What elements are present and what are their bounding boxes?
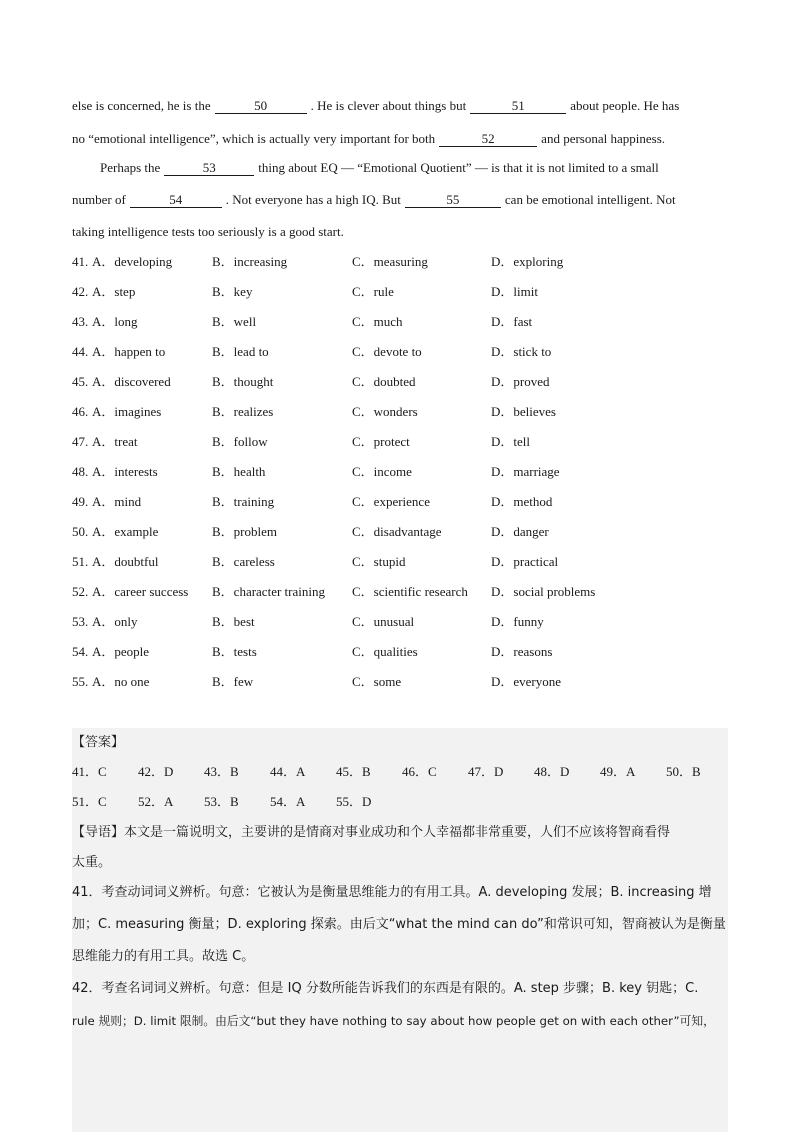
option-a[interactable]: A．example xyxy=(92,524,159,539)
passage-text: and personal happiness. xyxy=(541,131,666,146)
option-c[interactable]: C．devote to xyxy=(352,344,422,359)
option-a[interactable]: A．doubtful xyxy=(92,554,159,569)
option-b[interactable]: B．careless xyxy=(212,554,275,569)
answer-item: 50．B xyxy=(666,764,701,779)
option-a[interactable]: A．career success xyxy=(92,584,189,599)
answer-item: 42．D xyxy=(138,764,174,779)
q42-explanation-line-2: rule 规则；D. limit 限制。由后文“but they have nothing to say about how people get on with each other”可知， xyxy=(72,1014,715,1028)
q41-explanation-line-3: 思维能力的有用工具。故选 C。 xyxy=(72,949,255,964)
blank-50[interactable]: 50 xyxy=(215,99,307,114)
passage-text: Perhaps the xyxy=(100,160,161,175)
option-d[interactable]: D．practical xyxy=(491,554,559,569)
q41-explanation-line-2: 加；C. measuring 衡量；D. exploring 探索。由后文“what the mind can do”和常识可知，智商被认为是衡量 xyxy=(72,917,726,932)
option-a[interactable]: A．discovered xyxy=(92,374,171,389)
passage-line-4 xyxy=(72,192,676,208)
option-b[interactable]: B．health xyxy=(212,464,266,479)
option-c[interactable]: C．rule xyxy=(352,284,394,299)
option-b[interactable]: B．few xyxy=(212,674,254,689)
option-b[interactable]: B．best xyxy=(212,614,255,629)
option-c[interactable]: C．measuring xyxy=(352,254,428,269)
option-d[interactable]: D．stick to xyxy=(491,344,552,359)
blank-54[interactable]: 54 xyxy=(130,193,222,208)
answer-item: 44．A xyxy=(270,764,306,779)
question-number: 53. xyxy=(72,614,89,629)
question-number: 55. xyxy=(72,674,89,689)
passage-text: . Not everyone has a high IQ. But xyxy=(225,192,401,207)
question-number: 49. xyxy=(72,494,89,509)
question-number: 46. xyxy=(72,404,89,419)
option-c[interactable]: C．doubted xyxy=(352,374,416,389)
passage-text: thing about EQ — “Emotional Quotient” — is that it is not limited to a small xyxy=(258,160,659,175)
answer-section xyxy=(72,728,728,1132)
passage-text: taking intelligence tests too seriously is a good start. xyxy=(72,224,344,239)
option-d[interactable]: D．marriage xyxy=(491,464,560,479)
option-c[interactable]: C．some xyxy=(352,674,402,689)
option-a[interactable]: A．mind xyxy=(92,494,142,509)
question-number: 44. xyxy=(72,344,89,359)
option-d[interactable]: D．proved xyxy=(491,374,550,389)
option-a[interactable]: A．treat xyxy=(92,434,138,449)
option-c[interactable]: C．wonders xyxy=(352,404,418,419)
answer-item: 55．D xyxy=(336,794,372,809)
question-number: 52. xyxy=(72,584,89,599)
q41-explanation-line-1: 41．考查动词词义辨析。句意：它被认为是衡量思维能力的有用工具。A. developing 发展；B. increasing 增 xyxy=(72,885,712,900)
option-d[interactable]: D．everyone xyxy=(491,674,562,689)
question-number: 54. xyxy=(72,644,89,659)
option-a[interactable]: A．long xyxy=(92,314,138,329)
option-b[interactable]: B．follow xyxy=(212,434,268,449)
blank-53[interactable]: 53 xyxy=(164,161,254,176)
option-b[interactable]: B．tests xyxy=(212,644,257,659)
question-number: 42. xyxy=(72,284,89,299)
option-c[interactable]: C．qualities xyxy=(352,644,418,659)
option-d[interactable]: D．danger xyxy=(491,524,549,539)
blank-51[interactable]: 51 xyxy=(470,99,566,114)
question-number: 43. xyxy=(72,314,89,329)
option-d[interactable]: D．fast xyxy=(491,314,533,329)
answer-item: 51．C xyxy=(72,794,107,809)
option-b[interactable]: B．problem xyxy=(212,524,277,539)
answer-item: 49．A xyxy=(600,764,636,779)
question-number: 48. xyxy=(72,464,89,479)
option-b[interactable]: B．increasing xyxy=(212,254,288,269)
option-b[interactable]: B．well xyxy=(212,314,257,329)
option-c[interactable]: C．scientific research xyxy=(352,584,468,599)
answer-item: 41．C xyxy=(72,764,107,779)
option-d[interactable]: D．method xyxy=(491,494,553,509)
question-number: 41. xyxy=(72,254,89,269)
option-d[interactable]: D．limit xyxy=(491,284,538,299)
answer-item: 54．A xyxy=(270,794,306,809)
answer-item: 46．C xyxy=(402,764,437,779)
passage-line-2 xyxy=(72,131,665,147)
option-a[interactable]: A．no one xyxy=(92,674,150,689)
option-d[interactable]: D．social problems xyxy=(491,584,596,599)
passage-line-3 xyxy=(100,160,659,176)
option-a[interactable]: A．interests xyxy=(92,464,158,479)
option-a[interactable]: A．happen to xyxy=(92,344,166,359)
option-d[interactable]: D．believes xyxy=(491,404,556,419)
passage-text: else is concerned, he is the xyxy=(72,98,211,113)
option-d[interactable]: D．reasons xyxy=(491,644,553,659)
option-a[interactable]: A．only xyxy=(92,614,138,629)
option-b[interactable]: B．key xyxy=(212,284,253,299)
answer-item: 52．A xyxy=(138,794,174,809)
answer-item: 45．B xyxy=(336,764,371,779)
question-number: 45. xyxy=(72,374,89,389)
question-number: 50. xyxy=(72,524,89,539)
blank-52[interactable]: 52 xyxy=(439,132,537,147)
passage-text: number of xyxy=(72,192,126,207)
option-b[interactable]: B．training xyxy=(212,494,275,509)
option-b[interactable]: B．thought xyxy=(212,374,274,389)
option-d[interactable]: D．funny xyxy=(491,614,544,629)
option-b[interactable]: B．lead to xyxy=(212,344,269,359)
passage-line-5 xyxy=(72,224,344,240)
option-c[interactable]: C．unusual xyxy=(352,614,415,629)
answer-heading: 【答案】 xyxy=(72,735,125,750)
answer-item: 47．D xyxy=(468,764,504,779)
option-b[interactable]: B．realizes xyxy=(212,404,274,419)
question-number: 47. xyxy=(72,434,89,449)
option-c[interactable]: C．protect xyxy=(352,434,410,449)
option-c[interactable]: C．stupid xyxy=(352,554,406,569)
answer-item: 43．B xyxy=(204,764,239,779)
q42-explanation-line-1: 42．考查名词词义辨析。句意：但是 IQ 分数所能告诉我们的东西是有限的。A. step 步骤；B. key 钥匙；C. xyxy=(72,981,699,996)
option-a[interactable]: A．imagines xyxy=(92,404,162,419)
option-c[interactable]: C．experience xyxy=(352,494,430,509)
passage-line-1 xyxy=(72,98,679,114)
guide-line-1: 【导语】本文是一篇说明文，主要讲的是情商对事业成功和个人幸福都非常重要，人们不应该将智商看得 xyxy=(72,825,671,840)
passage-text: . He is clever about things but xyxy=(310,98,467,113)
option-d[interactable]: D．exploring xyxy=(491,254,564,269)
blank-55[interactable]: 55 xyxy=(405,193,501,208)
option-c[interactable]: C．much xyxy=(352,314,403,329)
passage-text: about people. He has xyxy=(570,98,680,113)
option-a[interactable]: A．step xyxy=(92,284,136,299)
question-number: 51. xyxy=(72,554,89,569)
option-c[interactable]: C．disadvantage xyxy=(352,524,442,539)
guide-line-2: 太重。 xyxy=(72,855,112,870)
option-d[interactable]: D．tell xyxy=(491,434,530,449)
option-c[interactable]: C．income xyxy=(352,464,412,479)
answer-item: 48．D xyxy=(534,764,570,779)
answer-item: 53．B xyxy=(204,794,239,809)
option-b[interactable]: B．character training xyxy=(212,584,325,599)
passage-text: no “emotional intelligence”, which is actually very important for both xyxy=(72,131,436,146)
option-a[interactable]: A．people xyxy=(92,644,150,659)
option-a[interactable]: A．developing xyxy=(92,254,173,269)
passage-text: can be emotional intelligent. Not xyxy=(504,192,676,207)
